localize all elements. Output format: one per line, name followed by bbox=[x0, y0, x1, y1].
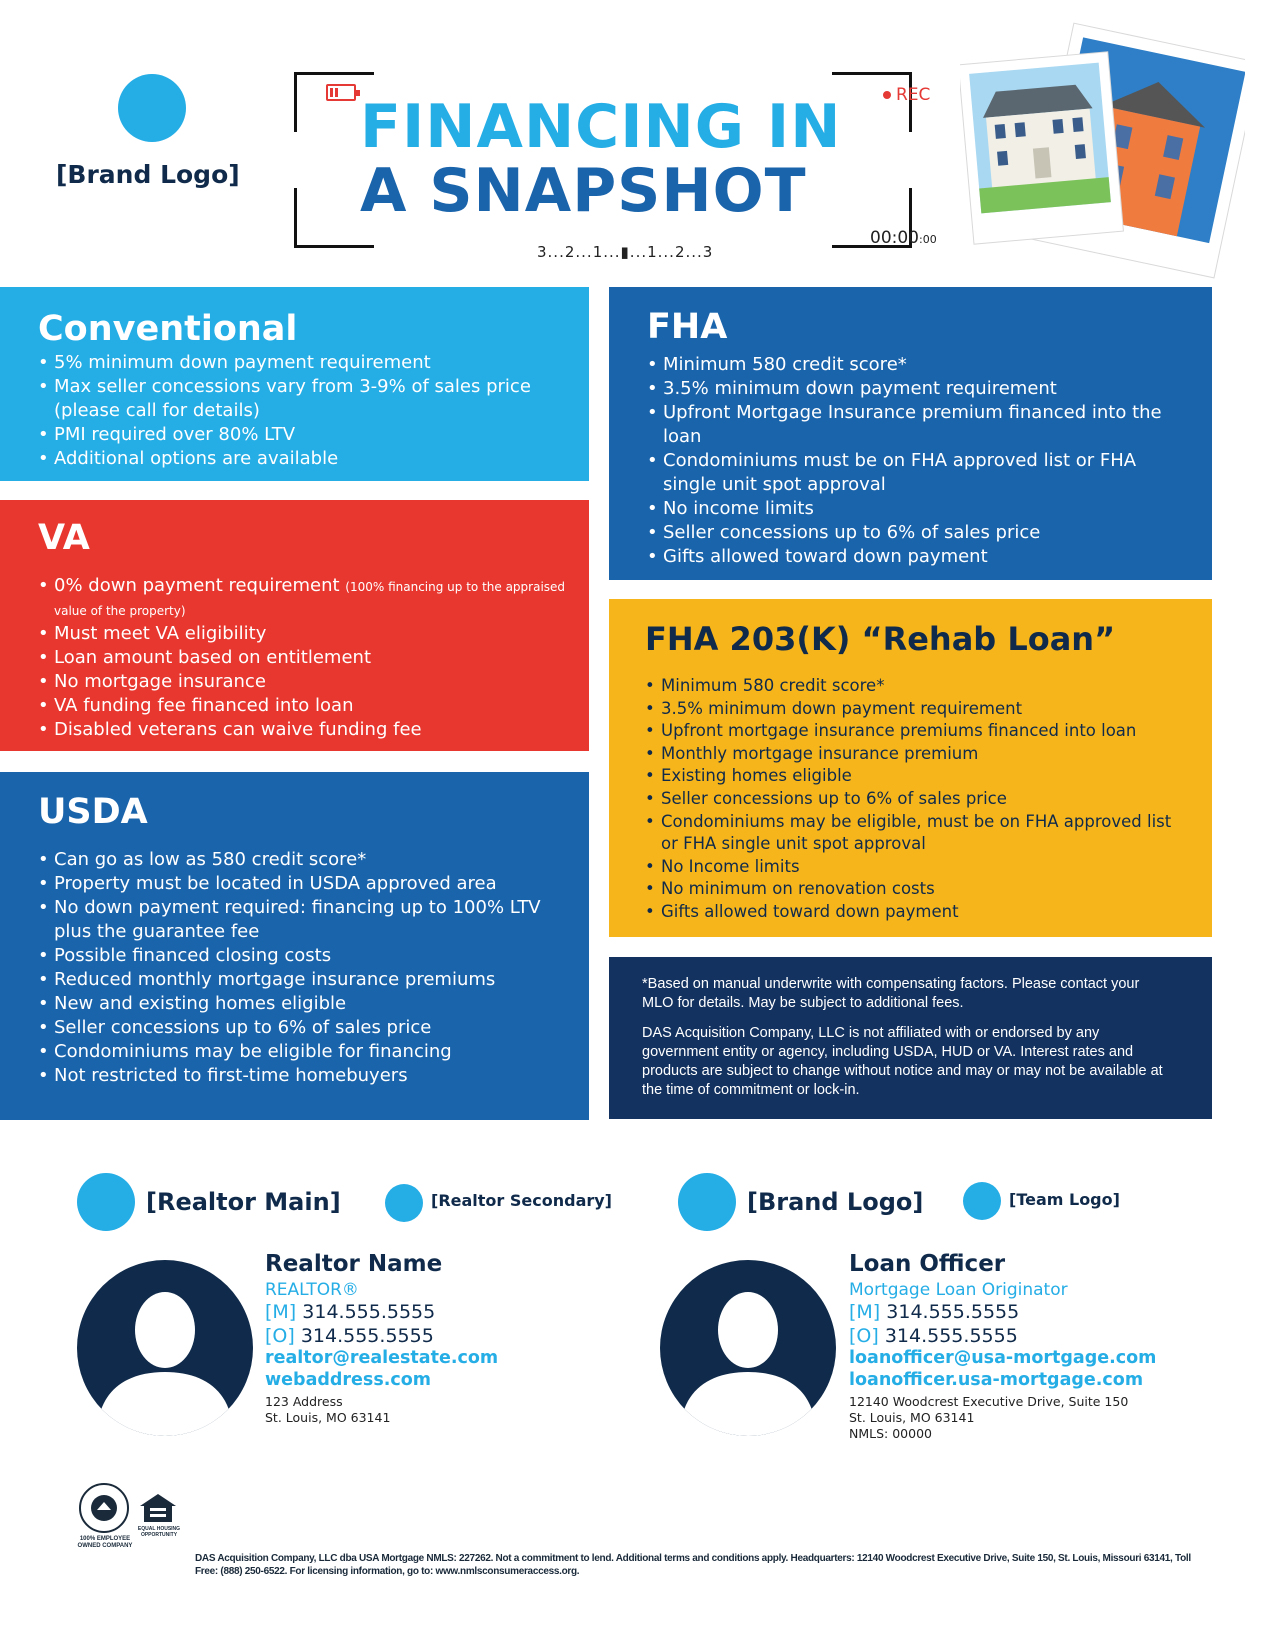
list-item: • Minimum 580 credit score* bbox=[647, 353, 1176, 377]
realtor-main-logo-placeholder bbox=[77, 1173, 135, 1231]
loan-officer-address: 12140 Woodcrest Executive Drive, Suite 150 St. Louis, MO 63141 NMLS: 00000 bbox=[849, 1394, 1129, 1441]
realtor-web-link[interactable]: webaddress.com bbox=[265, 1370, 432, 1390]
list-item: • Can go as low as 580 credit score* bbox=[38, 848, 549, 872]
fha-title: FHA bbox=[647, 307, 728, 347]
list-item: • Monthly mortgage insurance premium bbox=[645, 743, 1176, 766]
list-item: • Seller concessions up to 6% of sales price bbox=[38, 1016, 549, 1040]
realtor-avatar bbox=[77, 1260, 253, 1436]
legal-disclaimer: DAS Acquisition Company, LLC is not affiliated with or endorsed by any government entity or agency, including USDA, HUD or VA. Interest rates and products are subject to change without notice and may or may not be available at the time of commitment or lock-in. bbox=[642, 1025, 1163, 1098]
realtor-secondary-logo-label: [Realtor Secondary] bbox=[431, 1191, 612, 1210]
list-item: • Minimum 580 credit score* bbox=[645, 675, 1176, 698]
fha-list bbox=[647, 353, 1212, 569]
person-silhouette-icon bbox=[660, 1260, 836, 1436]
list-item: • Max seller concessions vary from 3-9% of sales price (please call for details) bbox=[38, 375, 589, 423]
list-item: • Property must be located in USDA approved area bbox=[38, 872, 549, 896]
list-item: • Existing homes eligible bbox=[645, 765, 1176, 788]
conventional-list bbox=[38, 351, 589, 471]
rec-dot-icon bbox=[883, 91, 891, 99]
list-item: • No mortgage insurance bbox=[38, 670, 589, 694]
list-item: • Not restricted to first-time homebuyers bbox=[38, 1064, 549, 1088]
loan-officer-avatar bbox=[660, 1260, 836, 1436]
list-item: • Possible financed closing costs bbox=[38, 944, 549, 968]
rec-label: REC bbox=[896, 85, 931, 105]
realtor-email-link[interactable]: realtor@realestate.com bbox=[265, 1348, 499, 1368]
va-list-rest bbox=[38, 622, 589, 742]
realtor-role: REALTOR® bbox=[265, 1280, 359, 1300]
house-photos-illustration bbox=[960, 18, 1245, 300]
list-item: • Must meet VA eligibility bbox=[38, 622, 589, 646]
list-item: • New and existing homes eligible bbox=[38, 992, 549, 1016]
list-item: • Condominiums may be eligible, must be on FHA approved list or FHA single unit spot approval bbox=[645, 811, 1176, 856]
realtor-address: 123 Address St. Louis, MO 63141 bbox=[265, 1394, 391, 1425]
loan-officer-name: Loan Officer bbox=[849, 1251, 1006, 1277]
list-item: • Gifts allowed toward down payment bbox=[645, 901, 1176, 924]
va-card bbox=[0, 500, 589, 751]
team-logo-label: [Team Logo] bbox=[1009, 1190, 1120, 1209]
list-item: • No income limits bbox=[647, 497, 1176, 521]
battery-icon bbox=[326, 84, 356, 101]
equal-housing-text: EQUAL HOUSING OPPORTUNITY bbox=[137, 1526, 181, 1538]
loan-officer-web-link[interactable]: loanofficer.usa-mortgage.com bbox=[849, 1370, 1144, 1390]
countdown-scale: 3...2...1...▮...1...2...3 bbox=[537, 243, 714, 261]
list-item: • No minimum on renovation costs bbox=[645, 878, 1176, 901]
legal-note: *Based on manual underwrite with compensating factors. Please contact your MLO for details. May be subject to additional fees. bbox=[642, 976, 1140, 1011]
list-item: • Seller concessions up to 6% of sales price bbox=[645, 788, 1176, 811]
list-item: • Condominiums must be on FHA approved list or FHA single unit spot approval bbox=[647, 449, 1176, 497]
list-item: • 5% minimum down payment requirement bbox=[38, 351, 589, 375]
team-logo-placeholder bbox=[963, 1182, 1001, 1220]
list-item: • 0% down payment requirement (100% financing up to the appraised value of the property) bbox=[38, 574, 589, 622]
employee-owned-badge-icon bbox=[78, 1482, 130, 1534]
fha203k-list bbox=[645, 675, 1212, 924]
employee-owned-badge-text: 100% EMPLOYEE OWNED COMPANY bbox=[77, 1536, 133, 1549]
usda-card bbox=[0, 772, 589, 1120]
list-item: • VA funding fee financed into loan bbox=[38, 694, 589, 718]
fha203k-card bbox=[609, 599, 1212, 937]
fha203k-title: FHA 203(K) “Rehab Loan” bbox=[645, 620, 1116, 658]
list-item: • Upfront mortgage insurance premiums financed into loan bbox=[645, 720, 1176, 743]
va-list bbox=[38, 574, 589, 622]
timer: 00:00:00 bbox=[870, 228, 937, 248]
lo-brand-logo-placeholder bbox=[678, 1173, 736, 1231]
conventional-title: Conventional bbox=[38, 309, 298, 349]
footer-legal: DAS Acquisition Company, LLC dba USA Mortgage NMLS: 227262. Not a commitment to lend. Additional terms and conditions apply. Headquarters: 12140 Woodcrest Executive Drive, Suite 150, St. Louis, Missouri 63141, Toll Free: (888) 250-6522. For licensing information, go to: www.nmlsconsumeraccess.org. bbox=[195, 1553, 1191, 1577]
va-title: VA bbox=[38, 518, 90, 558]
realtor-secondary-logo-placeholder bbox=[385, 1184, 423, 1222]
person-silhouette-icon bbox=[77, 1260, 253, 1436]
list-item: • Gifts allowed toward down payment bbox=[647, 545, 1176, 569]
loan-officer-role: Mortgage Loan Originator bbox=[849, 1280, 1068, 1300]
conventional-card bbox=[0, 287, 589, 481]
realtor-office: [O] 314.555.5555 bbox=[265, 1325, 434, 1347]
list-item: • Upfront Mortgage Insurance premium financed into the loan bbox=[647, 401, 1176, 449]
list-item: • No Income limits bbox=[645, 856, 1176, 879]
loan-officer-mobile: [M] 314.555.5555 bbox=[849, 1301, 1020, 1323]
lo-brand-logo-label: [Brand Logo] bbox=[747, 1188, 924, 1216]
usda-list bbox=[38, 848, 589, 1088]
brand-logo-placeholder bbox=[118, 74, 186, 142]
title-line-1: FINANCING IN bbox=[360, 92, 842, 162]
realtor-name: Realtor Name bbox=[265, 1251, 443, 1277]
title-line-2: A SNAPSHOT bbox=[360, 156, 807, 226]
list-item: • 3.5% minimum down payment requirement bbox=[647, 377, 1176, 401]
list-item: • Additional options are available bbox=[38, 447, 589, 471]
realtor-mobile: [M] 314.555.5555 bbox=[265, 1301, 436, 1323]
equal-housing-icon bbox=[138, 1492, 178, 1524]
list-item: • Disabled veterans can waive funding fee bbox=[38, 718, 589, 742]
list-item: • Condominiums may be eligible for financing bbox=[38, 1040, 549, 1064]
list-item: • PMI required over 80% LTV bbox=[38, 423, 589, 447]
legal-card bbox=[609, 957, 1212, 1119]
list-item: • Loan amount based on entitlement bbox=[38, 646, 589, 670]
brand-logo-label: [Brand Logo] bbox=[56, 160, 240, 189]
usda-title: USDA bbox=[38, 792, 148, 832]
list-item: • 3.5% minimum down payment requirement bbox=[645, 698, 1176, 721]
list-item: • Reduced monthly mortgage insurance premiums bbox=[38, 968, 549, 992]
loan-officer-office: [O] 314.555.5555 bbox=[849, 1325, 1018, 1347]
fha-card bbox=[609, 287, 1212, 580]
list-item: • Seller concessions up to 6% of sales price bbox=[647, 521, 1176, 545]
loan-officer-email-link[interactable]: loanofficer@usa-mortgage.com bbox=[849, 1348, 1157, 1368]
list-item: • No down payment required: financing up to 100% LTV plus the guarantee fee bbox=[38, 896, 549, 944]
realtor-main-logo-label: [Realtor Main] bbox=[146, 1188, 341, 1216]
